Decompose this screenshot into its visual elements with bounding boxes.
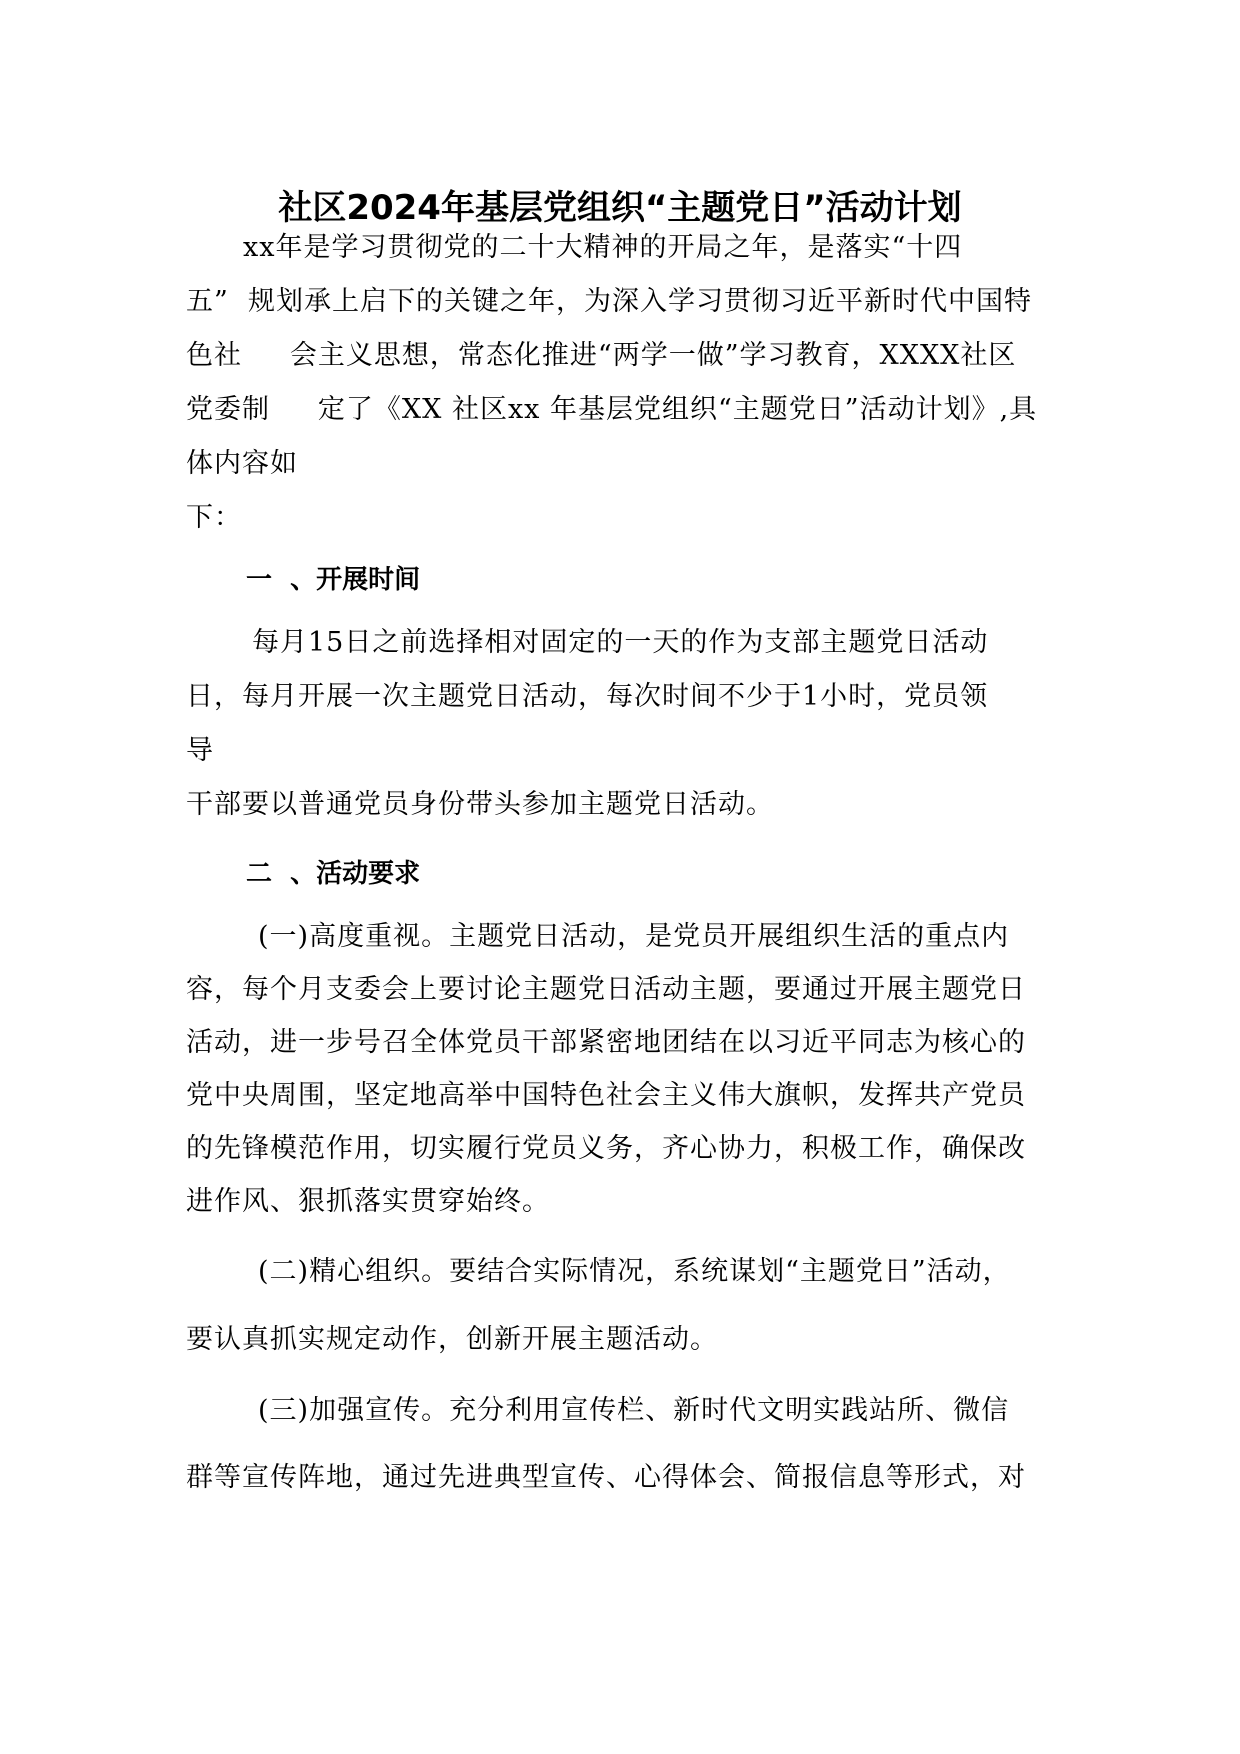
item1-line-4: 党中央周围，坚定地高举中国特色社会主义伟大旗帜，发挥共产党员: [186, 1080, 1026, 1111]
section1-line-1: 每月15日之前选择相对固定的一天的作为支部主题党日活动: [252, 627, 989, 658]
section1-line-2: 日，每月开展一次主题党日活动，每次时间不少于1小时，党员领: [186, 681, 989, 712]
item2-line-1: (二)精心组织。要结合实际情况，系统谋划“主题党日”活动，: [258, 1256, 1011, 1287]
item3-line-2: 群等宣传阵地，通过先进典型宣传、心得体会、简报信息等形式，对: [186, 1462, 1026, 1493]
item2-line-2: 要认真抓实规定动作，创新开展主题活动。: [186, 1324, 718, 1355]
item3-line-1: (三)加强宣传。充分利用宣传栏、新时代文明实践站所、微信: [258, 1395, 1010, 1426]
section-heading-time: 一 、开展时间: [246, 565, 421, 595]
intro-line-5: 体内容如: [186, 448, 298, 479]
item1-line-1: (一)高度重视。主题党日活动，是党员开展组织生活的重点内: [258, 921, 1010, 952]
intro-line-1: xx年是学习贯彻党的二十大精神的开局之年，是落实“十四: [243, 232, 963, 263]
intro-line-6: 下：: [186, 502, 242, 533]
section-heading-requirements: 二 、活动要求: [246, 859, 421, 889]
item1-line-6: 进作风、狠抓落实贯穿始终。: [186, 1186, 550, 1217]
intro-line-2: 五” 规划承上启下的关键之年，为深入学习贯彻习近平新时代中国特: [186, 286, 1032, 317]
section1-line-3: 导: [186, 735, 214, 766]
item1-line-5: 的先锋模范作用，切实履行党员义务，齐心协力，积极工作，确保改: [186, 1133, 1026, 1164]
item1-line-3: 活动，进一步号召全体党员干部紧密地团结在以习近平同志为核心的: [186, 1027, 1026, 1058]
section1-line-4: 干部要以普通党员身份带头参加主题党日活动。: [186, 789, 774, 820]
intro-line-3: 色社 会主义思想，常态化推进“两学一做”学习教育，XXXX社区: [186, 340, 1017, 371]
intro-line-4: 党委制 定了《XX 社区xx 年基层党组织“主题党日”活动计划》,具: [186, 394, 1038, 425]
document-title: 社区2024年基层党组织“主题党日”活动计划: [278, 188, 962, 228]
item1-line-2: 容，每个月支委会上要讨论主题党日活动主题，要通过开展主题党日: [186, 974, 1026, 1005]
